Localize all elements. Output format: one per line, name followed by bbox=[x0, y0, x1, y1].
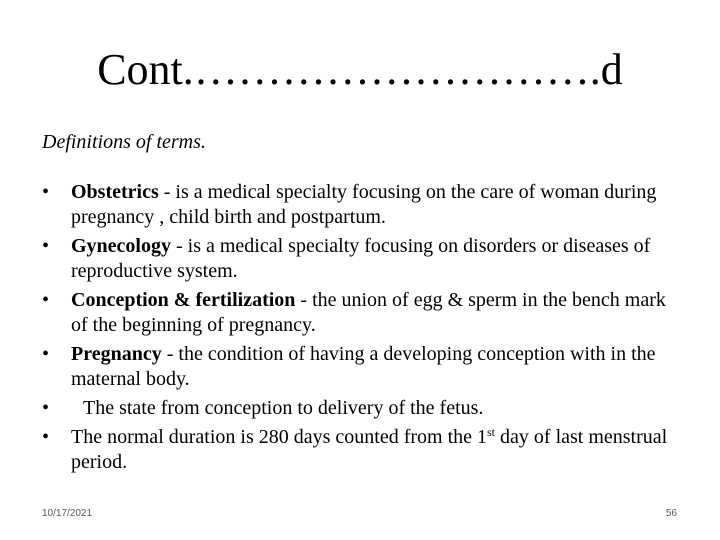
definition-text: day of last menstrual period. bbox=[71, 426, 668, 473]
definitions-list bbox=[42, 180, 682, 479]
slide-title: Cont.……………………….d bbox=[97, 45, 623, 94]
list-item bbox=[42, 425, 682, 475]
term-conception-fertilization: Conception & fertilization bbox=[71, 289, 296, 311]
bullet-icon: • bbox=[42, 235, 50, 257]
footer-date: 10/17/2021 bbox=[42, 508, 93, 519]
definition-text: - the condition of having a developing conception with in the maternal body. bbox=[71, 343, 656, 390]
list-item bbox=[42, 234, 682, 284]
term-obstetrics: Obstetrics bbox=[71, 181, 159, 203]
definition-text: - is a medical specialty focusing on disorders or diseases of reproductive system. bbox=[71, 235, 651, 282]
bullet-icon: • bbox=[42, 289, 50, 311]
section-subtitle: Definitions of terms. bbox=[42, 131, 206, 153]
term-gynecology: Gynecology bbox=[71, 235, 171, 257]
bullet-icon: • bbox=[42, 426, 50, 448]
definition-text: - the union of egg & sperm in the bench mark of the beginning of pregnancy. bbox=[71, 289, 666, 336]
page-number: 56 bbox=[665, 508, 677, 519]
list-item bbox=[42, 342, 682, 392]
definition-text: The normal duration is 280 days counted from the 1 bbox=[71, 426, 488, 448]
definition-text: The state from conception to delivery of the fetus. bbox=[83, 397, 484, 419]
list-item bbox=[42, 180, 682, 230]
list-item bbox=[42, 396, 682, 421]
list-item bbox=[42, 288, 682, 338]
term-pregnancy: Pregnancy bbox=[71, 343, 162, 365]
ordinal-superscript: st bbox=[487, 425, 496, 439]
bullet-icon: • bbox=[42, 181, 50, 203]
bullet-icon: • bbox=[42, 397, 50, 419]
definition-text: - is a medical specialty focusing on the care of woman during pregnancy , child birth and postpartum. bbox=[71, 181, 657, 228]
bullet-icon: • bbox=[42, 343, 50, 365]
